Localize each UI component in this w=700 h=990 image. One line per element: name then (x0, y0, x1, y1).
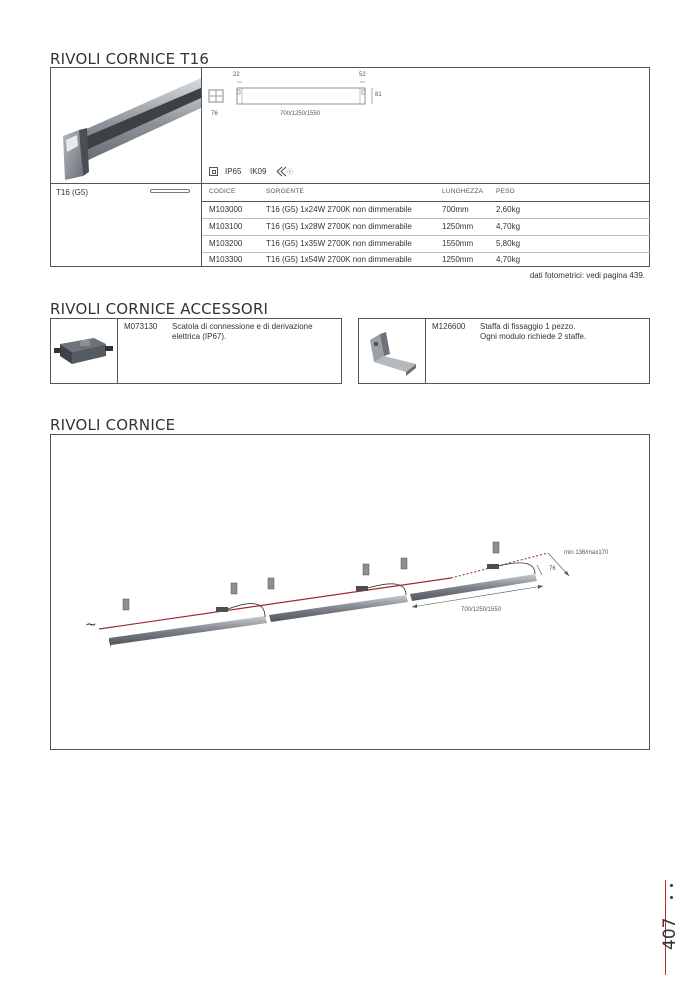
page-dot (670, 896, 673, 899)
row-weight: 2,60kg (496, 205, 521, 214)
table-row (202, 253, 650, 267)
row-weight: 4,70kg (496, 222, 521, 231)
row-length: 700mm (442, 205, 469, 214)
dim-81: 81 (375, 92, 382, 98)
row-code: M103100 (209, 222, 243, 231)
table-row (202, 236, 650, 252)
insulation-class-icon (209, 167, 218, 176)
header-codice: CODICE (209, 188, 236, 195)
dim-minmax: min 136/max170 (564, 550, 609, 556)
table-row (202, 202, 650, 218)
spec-table (202, 184, 650, 267)
page-dot (670, 884, 673, 887)
table-row (202, 219, 650, 235)
installation-diagram (51, 435, 649, 749)
photometric-note: dati fotometrici: vedi pagina 439. (529, 271, 645, 280)
row-source: T16 (G5) 1x24W 2700K non dimmerabile (266, 205, 412, 214)
accessory-desc-line1: Staffa di fissaggio 1 pezzo. (480, 322, 576, 331)
header-lunghezza: LUNGHEZZA (442, 188, 484, 195)
row-weight: 4,70kg (496, 255, 521, 264)
bracket-image (360, 320, 424, 382)
accessory-desc-line2: elettrica (IP67). (172, 332, 227, 341)
junction-box-image (52, 320, 116, 382)
ce-enec-icon (275, 166, 295, 177)
accessory-desc-line1: Scatola di connessione e di derivazione (172, 322, 313, 331)
accessory-code: M073130 (124, 322, 158, 331)
dim-76-diagram: 76 (549, 566, 556, 572)
accessory-desc-line2: Ogni modulo richiede 2 staffe. (480, 332, 587, 341)
tube-icon (150, 189, 190, 193)
row-length: 1550mm (442, 239, 474, 248)
section-title-accessori: RIVOLI CORNICE ACCESSORI (50, 300, 269, 318)
accessory-code: M126600 (432, 322, 466, 331)
dim-lengths-diagram: 700/1250/1550 (461, 607, 502, 613)
row-length: 1250mm (442, 222, 474, 231)
row-source: T16 (G5) 1x28W 2700K non dimmerabile (266, 222, 412, 231)
section-title-cornice-t16: RIVOLI CORNICE T16 (50, 50, 210, 68)
header-peso: PESO (496, 188, 515, 195)
row-source: T16 (G5) 1x35W 2700K non dimmerabile (266, 239, 412, 248)
table-header (202, 184, 650, 201)
row-code: M103200 (209, 239, 243, 248)
dim-lengths: 700/1250/1550 (280, 111, 321, 117)
header-sorgente: SORGENTE (266, 188, 305, 195)
section-title-cornice: RIVOLI CORNICE (50, 416, 176, 434)
dim-76: 76 (211, 111, 218, 117)
row-length: 1250mm (442, 255, 474, 264)
svg-text:ⓔ: ⓔ (287, 169, 294, 176)
dim-52: 52 (359, 72, 366, 78)
ik-rating: IK09 (250, 167, 267, 176)
row-code: M103000 (209, 205, 243, 214)
technical-drawing (202, 68, 650, 183)
row-source: T16 (G5) 1x54W 2700K non dimmerabile (266, 255, 412, 264)
ip-rating: IP65 (225, 167, 242, 176)
mains-tilde-symbol: ~ (85, 617, 97, 633)
product-photo (51, 68, 201, 183)
row-code: M103300 (209, 255, 243, 264)
dim-22: 22 (233, 72, 240, 78)
lamp-type-label: T16 (G5) (56, 188, 89, 197)
page-number: 407 (660, 917, 680, 950)
row-weight: 5,80kg (496, 239, 521, 248)
